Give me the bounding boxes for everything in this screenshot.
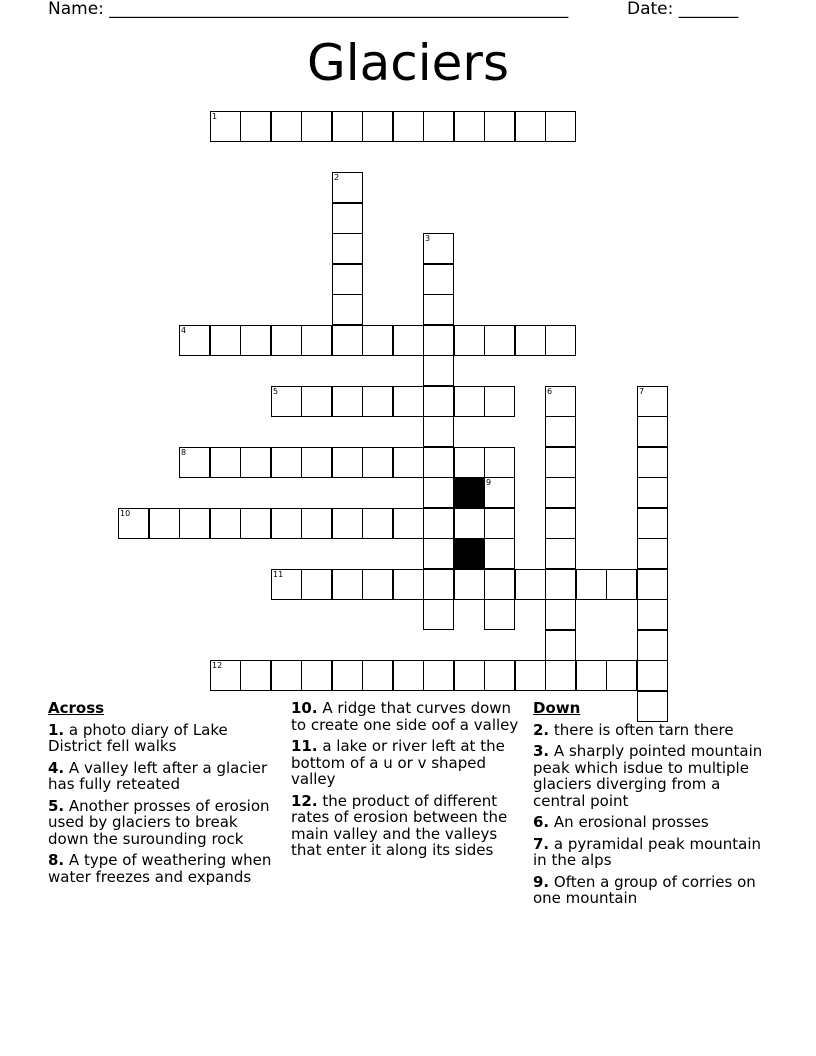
grid-cell[interactable] <box>545 416 576 447</box>
grid-cell[interactable] <box>454 447 485 478</box>
grid-cell[interactable] <box>454 325 485 356</box>
grid-cell[interactable] <box>240 447 271 478</box>
grid-cell[interactable] <box>545 660 576 691</box>
black-square <box>454 538 485 569</box>
grid-cell[interactable] <box>454 386 485 417</box>
clue-text: a pyramidal peak mountain in the alps <box>533 834 762 869</box>
cell-number: 6 <box>547 387 553 396</box>
grid-cell[interactable] <box>332 264 363 295</box>
grid-cell[interactable] <box>545 325 576 356</box>
clue-text: A ridge that curves down to create one side oof a valley <box>291 699 519 734</box>
grid-cell[interactable] <box>301 508 332 539</box>
grid-cell[interactable] <box>332 660 363 691</box>
clue-across-4 <box>48 760 273 793</box>
grid-cell[interactable] <box>301 569 332 600</box>
grid-cell[interactable] <box>271 111 302 142</box>
grid-cell[interactable] <box>362 569 393 600</box>
cell-number: 11 <box>273 570 284 579</box>
grid-cell[interactable] <box>545 447 576 478</box>
grid-cell[interactable] <box>301 111 332 142</box>
grid-cell[interactable] <box>423 508 454 539</box>
grid-cell[interactable] <box>576 660 607 691</box>
grid-cell[interactable] <box>271 447 302 478</box>
grid-cell[interactable] <box>423 477 454 508</box>
grid-cell[interactable] <box>423 264 454 295</box>
clue-down-7 <box>533 836 773 869</box>
clue-number: 11. <box>291 737 318 755</box>
clue-across-12 <box>291 793 521 859</box>
cell-number: 5 <box>273 387 279 396</box>
clue-number: 10. <box>291 699 318 717</box>
clue-number: 5. <box>48 796 65 815</box>
grid-cell[interactable] <box>454 508 485 539</box>
clue-text: A type of weathering when water freezes and expands <box>48 851 272 886</box>
grid-cell[interactable] <box>423 111 454 142</box>
grid-cell[interactable] <box>484 386 515 417</box>
clue-down-9 <box>533 874 773 907</box>
clue-text: A valley left after a glacier has fully reteated <box>48 758 268 793</box>
grid-cell[interactable] <box>332 203 363 234</box>
grid-cell[interactable] <box>423 599 454 630</box>
grid-cell[interactable] <box>240 660 271 691</box>
grid-cell[interactable] <box>637 477 668 508</box>
grid-cell[interactable] <box>454 111 485 142</box>
grid-cell[interactable] <box>332 447 363 478</box>
grid-cell[interactable] <box>423 569 454 600</box>
grid-cell[interactable] <box>301 325 332 356</box>
grid-cell[interactable] <box>423 538 454 569</box>
grid-cell[interactable] <box>301 386 332 417</box>
grid-cell[interactable] <box>271 386 302 417</box>
grid-cell[interactable] <box>393 447 424 478</box>
cell-number: 12 <box>212 661 223 670</box>
grid-cell[interactable] <box>240 325 271 356</box>
clue-text: a lake or river left at the bottom of a u or v shaped valley <box>291 737 505 788</box>
grid-cell[interactable] <box>576 569 607 600</box>
grid-cell[interactable] <box>393 660 424 691</box>
grid-cell[interactable] <box>362 660 393 691</box>
cell-number: 3 <box>425 234 431 243</box>
grid-cell[interactable] <box>515 569 546 600</box>
grid-cell[interactable] <box>423 660 454 691</box>
clue-text: Often a group of corries on one mountain <box>533 872 756 907</box>
clue-number: 6. <box>533 813 550 831</box>
grid-cell[interactable] <box>179 508 210 539</box>
grid-cell[interactable] <box>454 660 485 691</box>
grid-cell[interactable] <box>545 538 576 569</box>
grid-cell[interactable] <box>332 172 363 203</box>
grid-cell[interactable] <box>393 569 424 600</box>
grid-cell[interactable] <box>637 386 668 417</box>
grid-cell[interactable] <box>210 447 241 478</box>
grid-cell[interactable] <box>484 660 515 691</box>
grid-cell[interactable] <box>271 660 302 691</box>
clue-number: 8. <box>48 851 65 869</box>
grid-cell[interactable] <box>301 447 332 478</box>
grid-cell[interactable] <box>332 233 363 264</box>
grid-cell[interactable] <box>454 569 485 600</box>
clue-text: the product of different rates of erosion between the main valley and the valleys that enter it along its sides <box>291 791 508 859</box>
cell-number: 10 <box>120 509 131 518</box>
grid-cell[interactable] <box>393 325 424 356</box>
clue-across-10 <box>291 700 521 733</box>
clue-number: 9. <box>533 872 550 891</box>
clue-down-6 <box>533 814 773 831</box>
grid-cell[interactable] <box>515 111 546 142</box>
grid-cell[interactable] <box>271 569 302 600</box>
down-heading: Down <box>533 699 581 717</box>
grid-cell[interactable] <box>332 508 363 539</box>
across-clues-column-1 <box>48 700 273 890</box>
clue-across-1 <box>48 722 273 755</box>
grid-cell[interactable] <box>393 386 424 417</box>
cell-number: 9 <box>486 478 492 487</box>
clue-number: 7. <box>533 834 550 853</box>
grid-cell[interactable] <box>210 660 241 691</box>
cell-number: 8 <box>181 448 187 457</box>
clue-text: there is often tarn there <box>549 720 734 739</box>
grid-cell[interactable] <box>210 111 241 142</box>
clue-down-2 <box>533 722 773 739</box>
grid-cell[interactable] <box>484 325 515 356</box>
grid-cell[interactable] <box>332 569 363 600</box>
grid-cell[interactable] <box>637 447 668 478</box>
grid-cell[interactable] <box>393 111 424 142</box>
grid-cell[interactable] <box>149 508 180 539</box>
grid-cell[interactable] <box>637 538 668 569</box>
grid-cell[interactable] <box>637 599 668 630</box>
grid-cell[interactable] <box>332 325 363 356</box>
grid-cell[interactable] <box>484 569 515 600</box>
grid-cell[interactable] <box>423 294 454 325</box>
clue-across-5 <box>48 798 273 848</box>
grid-cell[interactable] <box>332 294 363 325</box>
grid-cell[interactable] <box>545 477 576 508</box>
grid-cell[interactable] <box>484 477 515 508</box>
name-field-label: Name: ______________________________________________________ <box>48 0 569 19</box>
black-square <box>454 477 485 508</box>
cell-number: 7 <box>639 387 645 396</box>
clue-text: A sharply pointed mountain peak which isdue to multiple glaciers diverging from a central point <box>533 742 763 810</box>
date-field-label: Date: _______ <box>627 0 739 19</box>
grid-cell[interactable] <box>210 325 241 356</box>
grid-cell[interactable] <box>637 569 668 600</box>
grid-cell[interactable] <box>179 325 210 356</box>
grid-cell[interactable] <box>210 508 241 539</box>
clue-across-8 <box>48 852 273 885</box>
cell-number: 1 <box>212 112 218 121</box>
grid-cell[interactable] <box>484 111 515 142</box>
clue-number: 12. <box>291 791 318 810</box>
clue-text: Another prosses of erosion used by glaciers to break down the surounding rock <box>48 796 270 848</box>
grid-cell[interactable] <box>332 386 363 417</box>
grid-cell[interactable] <box>637 660 668 691</box>
grid-cell[interactable] <box>240 508 271 539</box>
clue-text: a photo diary of Lake District fell walks <box>48 720 228 755</box>
clue-number: 3. <box>533 742 550 760</box>
grid-cell[interactable] <box>301 660 332 691</box>
grid-cell[interactable] <box>362 386 393 417</box>
grid-cell[interactable] <box>545 630 576 661</box>
grid-cell[interactable] <box>423 233 454 264</box>
down-clues-column <box>533 700 773 912</box>
grid-cell[interactable] <box>484 599 515 630</box>
clue-text: An erosional prosses <box>549 813 709 831</box>
grid-cell[interactable] <box>332 111 363 142</box>
cell-number: 4 <box>181 326 187 335</box>
grid-cell[interactable] <box>484 447 515 478</box>
grid-cell[interactable] <box>545 386 576 417</box>
grid-cell[interactable] <box>545 111 576 142</box>
across-heading: Across <box>48 699 105 717</box>
grid-cell[interactable] <box>271 508 302 539</box>
across-clues-column-2 <box>291 700 521 864</box>
grid-cell[interactable] <box>118 508 149 539</box>
grid-cell[interactable] <box>179 447 210 478</box>
clue-number: 4. <box>48 758 65 777</box>
grid-cell[interactable] <box>362 447 393 478</box>
grid-cell[interactable] <box>423 386 454 417</box>
grid-cell[interactable] <box>545 569 576 600</box>
grid-cell[interactable] <box>606 569 637 600</box>
grid-cell[interactable] <box>484 538 515 569</box>
grid-cell[interactable] <box>545 508 576 539</box>
grid-cell[interactable] <box>515 325 546 356</box>
grid-cell[interactable] <box>271 325 302 356</box>
grid-cell[interactable] <box>637 630 668 661</box>
grid-cell[interactable] <box>545 599 576 630</box>
grid-cell[interactable] <box>637 416 668 447</box>
grid-cell[interactable] <box>362 325 393 356</box>
clue-down-3 <box>533 743 773 809</box>
grid-cell[interactable] <box>423 447 454 478</box>
grid-cell[interactable] <box>423 355 454 386</box>
grid-cell[interactable] <box>423 325 454 356</box>
grid-cell[interactable] <box>606 660 637 691</box>
grid-cell[interactable] <box>515 660 546 691</box>
grid-cell[interactable] <box>637 508 668 539</box>
grid-cell[interactable] <box>393 508 424 539</box>
grid-cell[interactable] <box>362 508 393 539</box>
grid-cell[interactable] <box>484 508 515 539</box>
clue-across-11 <box>291 738 521 788</box>
grid-cell[interactable] <box>362 111 393 142</box>
clue-number: 2. <box>533 720 550 739</box>
cell-number: 2 <box>334 173 340 182</box>
clue-number: 1. <box>48 720 65 739</box>
page-title: Glaciers <box>306 34 510 92</box>
grid-cell[interactable] <box>240 111 271 142</box>
grid-cell[interactable] <box>423 416 454 447</box>
